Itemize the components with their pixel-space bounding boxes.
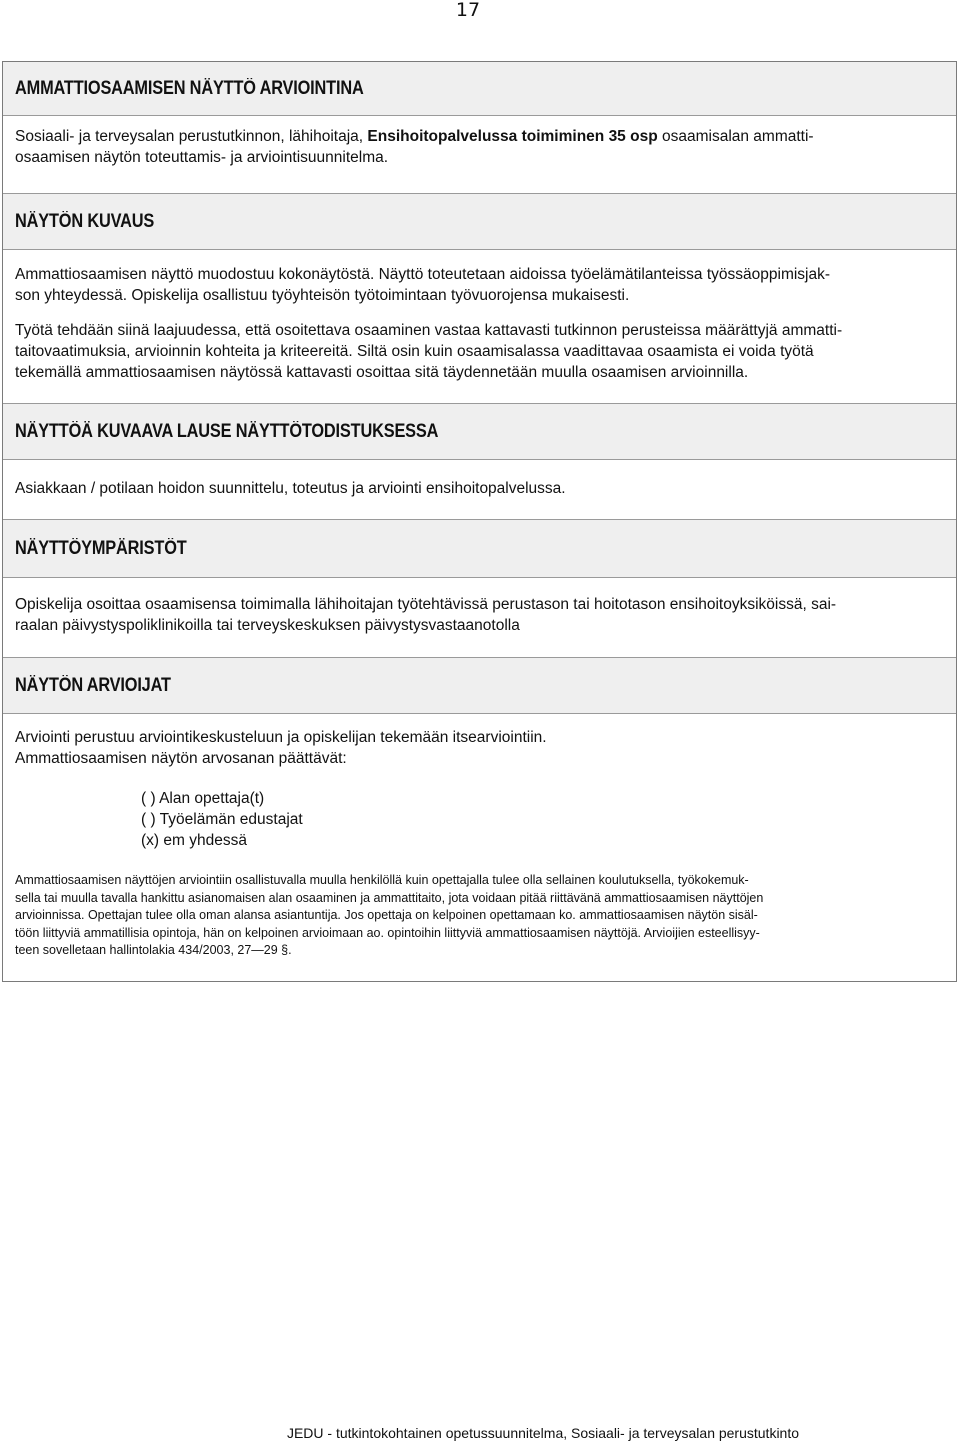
ymparistot-heading: NÄYTTÖYMPÄRISTÖT <box>15 537 187 559</box>
arvioijat-line2: Ammattiosaamisen näytön arvosanan päättävät: <box>15 750 347 767</box>
page-number: 17 <box>455 0 481 21</box>
lause-header-row <box>3 403 956 459</box>
kuvaus-header-row <box>3 193 956 249</box>
note-line: sella tai muulla tavalla hankittu asianomaisen alan osaaminen ja ammattitaito, jota voidaan pitää riittävänä ammattiosaamisen näyttöjen <box>15 890 764 905</box>
title-row <box>3 62 956 115</box>
page-title: AMMATTIOSAAMISEN NÄYTTÖ ARVIOINTINA <box>15 77 364 99</box>
kuvaus-p1-line2: son yhteydessä. Opiskelija osallistuu työyhteisön työtoimintaan työvuorojensa mukaisesti. <box>15 287 630 304</box>
page-footer <box>0 1424 960 1442</box>
qualification-name: Ensihoitopalvelussa toimiminen 35 osp <box>367 128 658 145</box>
assessment-table <box>2 61 957 982</box>
kuvaus-body-row <box>3 249 956 403</box>
decision-options <box>141 788 944 851</box>
intro-line-2: osaamisen näytön toteuttamis- ja arviointisuunnitelma. <box>15 149 389 166</box>
ymparistot-header-row <box>3 519 956 577</box>
footer-text: JEDU - tutkintokohtainen opetussuunnitelma, Sosiaali- ja terveysalan perustutkinto <box>286 1425 800 1441</box>
arvioijat-heading: NÄYTÖN ARVIOIJAT <box>15 674 171 696</box>
note-line: teen sovelletaan hallintolakia 434/2003, 27—29 §. <box>15 943 292 957</box>
intro-line-1: Sosiaali- ja terveysalan perustutkinnon, lähihoitaja, Ensihoitopalvelussa toimiminen 35 osp osaamisalan ammatti- <box>15 128 814 145</box>
kuvaus-heading: NÄYTÖN KUVAUS <box>15 210 155 232</box>
arvioijat-body-row <box>3 713 956 981</box>
lause-body-row <box>3 459 956 519</box>
option-together: (x) em yhdessä <box>141 832 247 849</box>
ymparistot-line1: Opiskelija osoittaa osaamisensa toimimalla lähihoitajan työtehtävissä perustason tai hoitotason ensihoitoyksiköissä, sai- <box>15 596 837 613</box>
intro-row <box>3 115 956 193</box>
arvioijat-header-row <box>3 657 956 713</box>
kuvaus-p1-line1: Ammattiosaamisen näyttö muodostuu kokonäytöstä. Näyttö toteutetaan aidoissa työelämätilanteissa työssäoppimisjak- <box>15 266 831 283</box>
ymparistot-line2: raalan päivystyspoliklinikoilla tai terveyskeskuksen päivystysvastaanotolla <box>15 617 520 634</box>
kuvaus-p2-line2: taitovaatimuksia, arvioinnin kohteita ja kriteereitä. Siltä osin kuin osaamisalassa vaadittavaa osaamista ei voida työtä <box>15 343 814 360</box>
option-worklife: ( ) Työelämän edustajat <box>141 811 303 828</box>
kuvaus-p2-line3: tekemällä ammattiosaamisen näytössä kattavasti osoittaa sitä täydennetään muulla osaamisen arvioinnilla. <box>15 364 749 381</box>
kuvaus-p2-line1: Työtä tehdään siinä laajuudessa, että osoitettava osaaminen vastaa kattavasti tutkinnon perusteissa määrättyjä ammatti- <box>15 322 843 339</box>
assessor-note <box>15 872 944 960</box>
option-teacher: ( ) Alan opettaja(t) <box>141 790 265 807</box>
ymparistot-body-row <box>3 577 956 657</box>
note-line: arvioinnissa. Opettajan tulee olla oman alansa asiantuntija. Jos opettaja on kelpoinen opettamaan ko. ammattiosaamisen näytön sisäl- <box>15 908 758 922</box>
note-line: töön liittyviä ammatillisia opintoja, hän on kelpoinen arvioimaan ao. opintoihin liittyviä ammattiosaamisen näyttöjä. Arvioijien esteellisyy- <box>15 925 760 940</box>
note-line: Ammattiosaamisen näyttöjen arviointiin osallistuvalla muulla henkilöllä kuin opettajalla tulee olla sellainen koulutuksella, työkokemuk- <box>15 873 749 887</box>
arvioijat-line1: Arviointi perustuu arviointikeskusteluun ja opiskelijan tekemään itsearviointiin. <box>15 729 547 746</box>
lause-heading: NÄYTTÖÄ KUVAAVA LAUSE NÄYTTÖTODISTUKSESSA <box>15 420 439 442</box>
lause-text: Asiakkaan / potilaan hoidon suunnittelu, toteutus ja arviointi ensihoitopalvelussa. <box>15 480 566 497</box>
